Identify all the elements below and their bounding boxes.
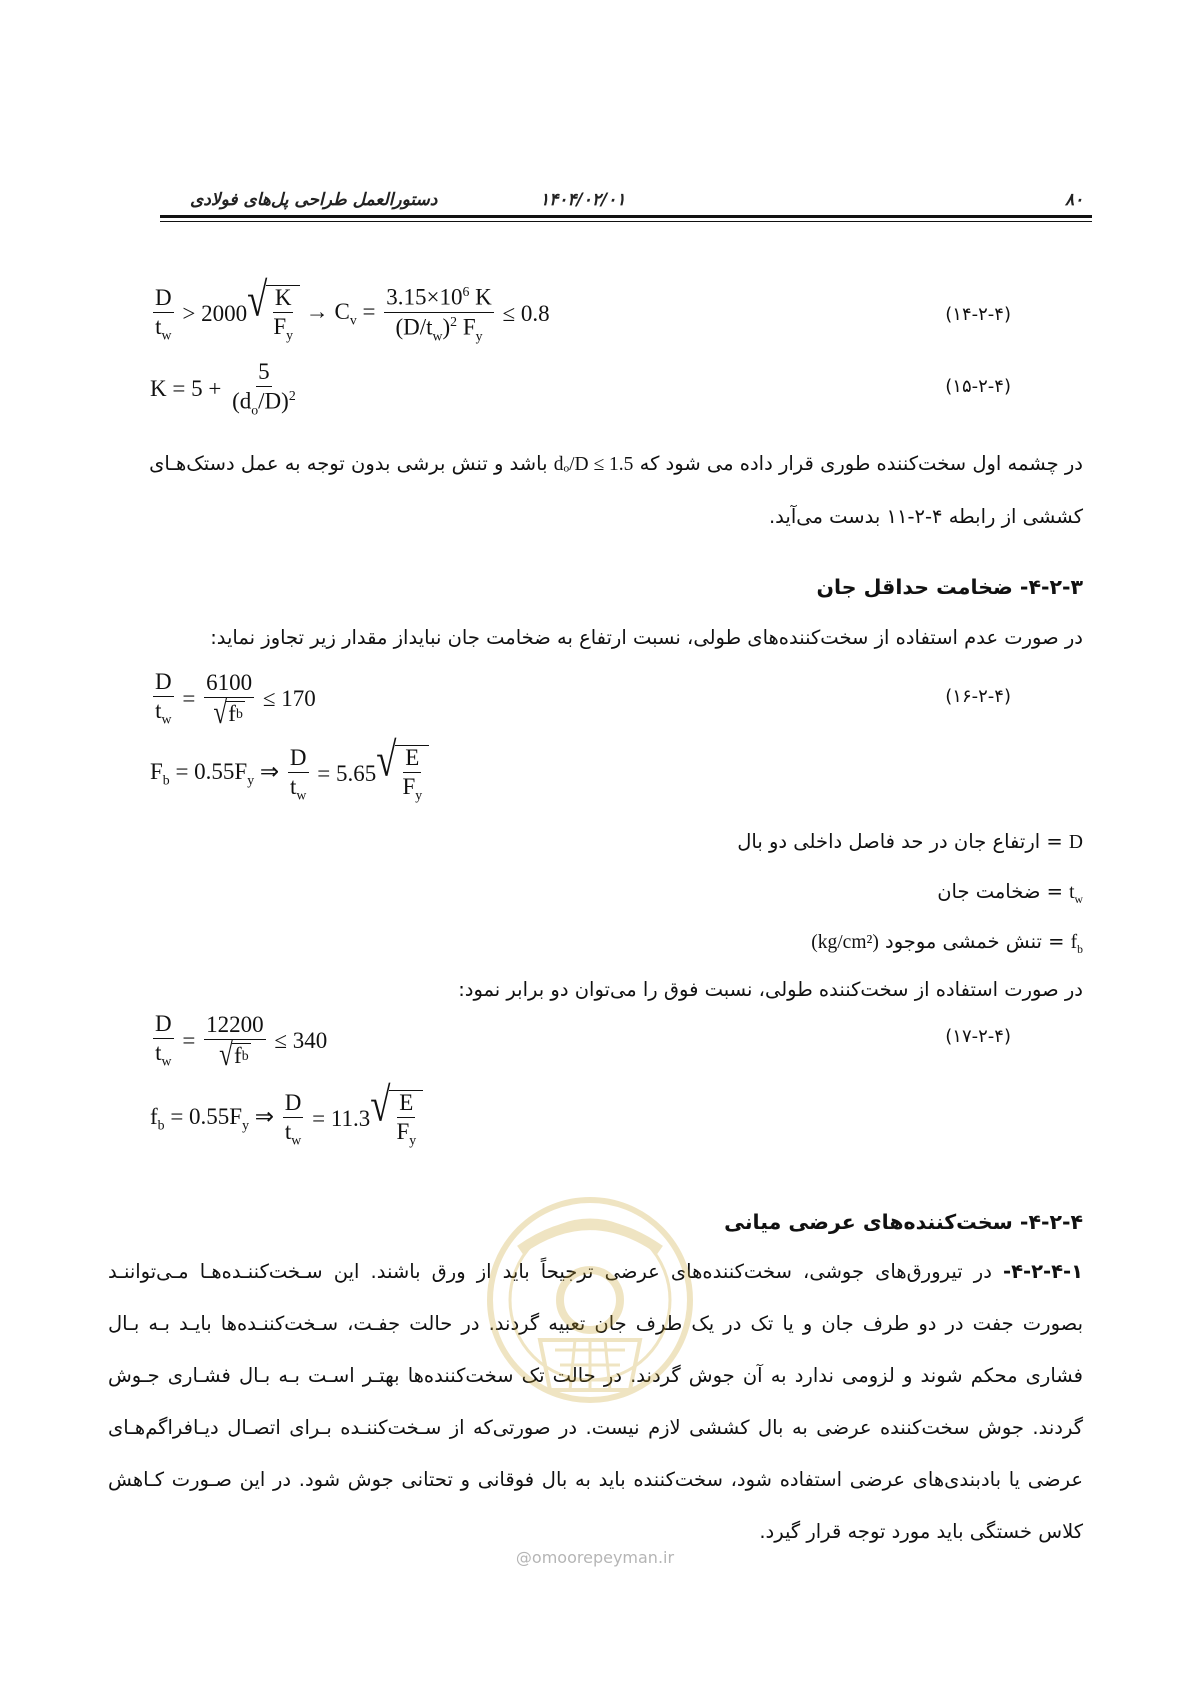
- section-1-outro: در صورت استفاده از سخت‌کننده طولی، نسبت فوق را می‌توان دو برابر نمود:: [458, 978, 1083, 1001]
- equation-17: $\frac{D}{t_w}$ = 12200 √ f b ≤ 340: [155, 1011, 328, 1074]
- header-date: ۱۴۰۴/۰۲/۰۱: [540, 190, 626, 210]
- equation-16: $\frac{D}{t_w}$ = 6100 √ f b ≤ 170: [155, 669, 316, 732]
- equation-14-number: (۱۴-۲-۴): [945, 304, 1011, 325]
- page-number: ۸۰: [1065, 190, 1084, 210]
- paragraph-1-text-b: باشد و تنش برشی بدون توجه به عمل دستک‌هـای: [149, 452, 548, 475]
- equation-15-number: (۱۵-۲-۴): [945, 376, 1011, 397]
- equation-16-number: (۱۶-۲-۴): [945, 686, 1011, 707]
- clause-text: در تیرورق‌های جوشی، سخت‌کننده‌های عرضی ترجیحاً باید از ورق باشند. این سـخت‌کننـده‌هـا مـی‌تواننـد بصورت جفت در دو طرف جان و یا تک در یک طرف جان تعبیه گردند. در حالت جفـت، سـخت‌کننـده‌ها بایـد بـه بـال فشاری محکم شوند و لزومی ندارد به آن جوش گردند. در حالت تک سخت‌کننده‌ها بهتـر اسـت بـه بـال فشـاری جـوش گردند. جوش سخت‌کننده عرضی به بال کششی لازم نیست. در صورتی‌که از سـخت‌کننـده بـرای اتصـال دیـافراگم‌هـای عرضی یا بادبندی‌های عرضی استفاده شود، سخت‌کننده باید به بال فوقانی و تحتانی جوش شود. در این صـورت کـاهش کلاس خستگی باید مورد توجه قرار گیرد.: [108, 1260, 1083, 1543]
- header-rule-thin: [160, 221, 1092, 222]
- equation-17-limit: $f_b = 0.55F_y$ ⇒ $\frac{D}{t_w}$ = 11.3 √ $\frac{E}{F_y}$: [150, 1090, 423, 1148]
- equation-16-limit: $F_b = 0.55F_y$ ⇒ $\frac{D}{t_w}$ = 5.65 √ $\frac{E}{F_y}$: [150, 745, 429, 803]
- header-title: دستورالعمل طراحی پل‌های فولادی: [190, 190, 438, 210]
- ratio-condition: dₒ/D ≤ 1.5: [553, 454, 634, 475]
- definition-D: D = ارتفاع جان در حد فاصل داخلی دو بال: [737, 830, 1083, 853]
- equation-15: K = 5 + $\frac{5}{(d_o/D)^2}$: [150, 359, 296, 418]
- section-heading-min-web-thickness: ۴-۲-۳- ضخامت حداقل جان: [816, 575, 1083, 599]
- definition-fb: $f_b$ = تنش خمشی موجود (kg/cm²): [811, 930, 1083, 956]
- paragraph-1-text-a: در چشمه اول سخت‌کننده طوری قرار داده می شود که: [639, 452, 1083, 475]
- equation-14: $\frac{D}{t_w}$ > 2000 √ $\frac{K}{F_y}$ → $C_v$ = $\frac{3.15\times 10^6 K}{(D/t_w)^2 F_y}$ ≤ 0.8: [155, 272, 550, 344]
- header-rule-thick: [160, 215, 1092, 218]
- paragraph-1-line-2: کششی از رابطه ۴-۲-۱۱ بدست می‌آید.: [768, 505, 1083, 528]
- watermark-text: @omoorepeyman.ir: [515, 1548, 675, 1567]
- watermark-seal: [480, 1190, 700, 1440]
- section-1-intro: در صورت عدم استفاده از سخت‌کننده‌های طولی، نسبت ارتفاع به ضخامت جان نبایداز مقدار زیر تجاوز نماید:: [210, 626, 1083, 649]
- paragraph-1-line-1: [149, 452, 1083, 476]
- equation-17-number: (۱۷-۲-۴): [945, 1026, 1011, 1047]
- clause-number: ۴-۲-۴-۱-: [1003, 1260, 1083, 1283]
- definition-tw: $t_w$ = ضخامت جان: [937, 880, 1083, 906]
- section-heading-transverse-stiffeners: ۴-۲-۴- سخت‌کننده‌های عرضی میانی: [724, 1210, 1083, 1234]
